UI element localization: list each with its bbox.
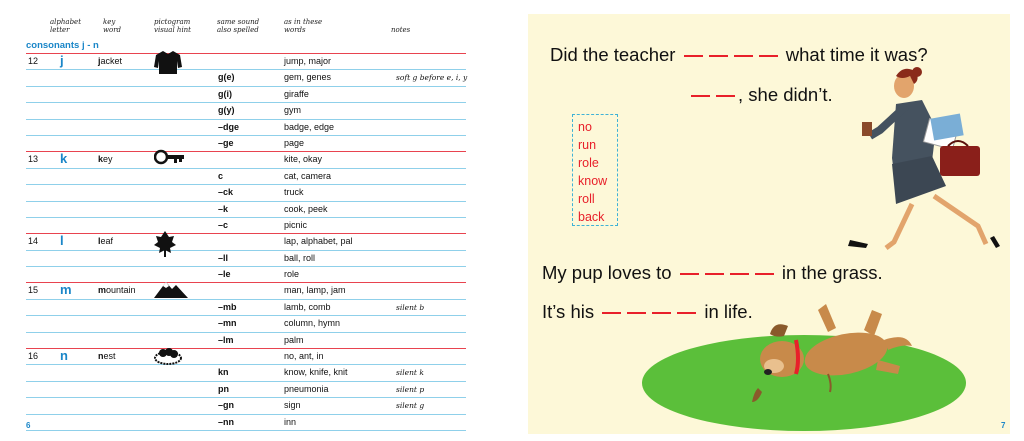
table-row — [26, 398, 466, 414]
question-2 — [688, 84, 833, 106]
example-words: sign — [284, 400, 301, 411]
alternate-spelling: –ll — [218, 252, 229, 263]
table-row — [26, 382, 466, 398]
blank[interactable] — [759, 55, 778, 57]
alphabet-letter: k — [60, 151, 68, 167]
alternate-spelling: –le — [218, 269, 231, 280]
alternate-spelling: –ge — [218, 137, 234, 148]
word-choice[interactable]: no — [578, 120, 592, 134]
alternate-spelling: pn — [218, 383, 229, 394]
question-3-end: in the grass. — [781, 262, 883, 283]
alternate-spelling: –nn — [218, 416, 235, 427]
example-words: ball, roll — [284, 252, 316, 263]
question-1-end: what time it was? — [785, 44, 928, 65]
question-1 — [550, 44, 928, 66]
alternate-spelling: –lm — [218, 334, 234, 345]
word-choice[interactable]: role — [578, 156, 599, 170]
question-1-start: Did the teacher — [550, 44, 676, 65]
note: silent g — [396, 401, 425, 411]
row-number: 13 — [28, 154, 39, 165]
example-words: picnic — [284, 219, 308, 230]
word-choice[interactable]: roll — [578, 192, 595, 206]
blank[interactable] — [734, 55, 753, 57]
blank[interactable] — [730, 273, 749, 275]
table-row — [26, 152, 466, 168]
blank[interactable] — [716, 95, 735, 97]
example-words: column, hymn — [284, 318, 341, 329]
blank[interactable] — [691, 95, 710, 97]
alternate-spelling: g(i) — [218, 88, 232, 99]
question-4 — [542, 301, 753, 323]
page-number-left: 6 — [26, 421, 31, 430]
column-header-as-in: as in these words — [284, 18, 323, 34]
table-row — [26, 333, 466, 349]
table-row — [26, 415, 466, 431]
page-number-right: 7 — [1001, 421, 1006, 430]
table-row — [26, 53, 466, 70]
blank[interactable] — [627, 312, 646, 314]
table-row — [26, 365, 466, 381]
example-words: role — [284, 269, 300, 280]
row-number: 14 — [28, 236, 39, 247]
column-header-same-sound: same sound also spelled — [217, 18, 260, 34]
alternate-spelling: –c — [218, 219, 229, 230]
example-words: pneumonia — [284, 383, 329, 394]
word-choice[interactable]: run — [578, 138, 597, 152]
example-words: gem, genes — [284, 72, 332, 83]
example-words: cat, camera — [284, 170, 332, 181]
alternate-spelling: c — [218, 170, 224, 181]
table-row — [26, 120, 466, 136]
example-words: cook, peek — [284, 203, 328, 214]
example-words: badge, edge — [284, 121, 335, 132]
note: silent b — [396, 302, 425, 312]
alphabet-letter: m — [60, 282, 72, 298]
note: silent p — [396, 384, 425, 394]
section-title: consonants j - n — [26, 40, 99, 51]
row-number: 16 — [28, 351, 39, 362]
table-row — [26, 169, 466, 185]
column-header-pictogram: pictogram visual hint — [154, 18, 191, 34]
blank[interactable] — [677, 312, 696, 314]
row-number: 15 — [28, 285, 39, 296]
teacher-illustration — [848, 67, 1000, 248]
table-row — [26, 267, 466, 283]
grass-mound — [642, 335, 966, 431]
example-words: man, lamp, jam — [284, 285, 346, 296]
alternate-spelling: –ck — [218, 187, 234, 198]
column-header-notes: notes — [391, 26, 411, 34]
key-word: leaf — [98, 236, 114, 247]
word-choice[interactable]: back — [578, 210, 605, 224]
question-4-end: in life. — [704, 301, 753, 322]
table-row — [26, 70, 466, 86]
word-bank — [572, 114, 618, 226]
column-header-key: key word — [103, 18, 122, 34]
table-row — [26, 283, 466, 299]
example-words: giraffe — [284, 88, 309, 99]
alternate-spelling: –gn — [218, 400, 235, 411]
blank[interactable] — [602, 312, 621, 314]
blank[interactable] — [680, 273, 699, 275]
example-words: lap, alphabet, pal — [284, 236, 353, 247]
question-3-start: My pup loves to — [542, 262, 672, 283]
table-row — [26, 87, 466, 103]
alphabet-letter: l — [60, 233, 64, 249]
alternate-spelling: g(e) — [218, 72, 235, 83]
table-row — [26, 251, 466, 267]
alternate-spelling: –mn — [218, 318, 237, 329]
blank[interactable] — [684, 55, 703, 57]
example-words: page — [284, 137, 305, 148]
example-words: inn — [284, 416, 297, 427]
table-row — [26, 218, 466, 234]
table-row — [26, 316, 466, 332]
example-words: know, knife, knit — [284, 367, 348, 378]
example-words: lamb, comb — [284, 301, 331, 312]
note: soft g before e, i, y — [396, 73, 468, 83]
example-words: gym — [284, 105, 302, 116]
table-row — [26, 349, 466, 365]
blank[interactable] — [755, 273, 774, 275]
blank[interactable] — [652, 312, 671, 314]
table-row — [26, 202, 466, 218]
alternate-spelling: –k — [218, 203, 229, 214]
row-number: 12 — [28, 56, 39, 66]
question-2-end: , she didn’t. — [738, 84, 833, 105]
table-row — [26, 185, 466, 201]
table-row — [26, 234, 466, 250]
question-3 — [542, 262, 883, 284]
alternate-spelling: –dge — [218, 121, 240, 132]
example-words: truck — [284, 187, 304, 198]
note: silent k — [396, 368, 424, 378]
key-word: mountain — [98, 285, 136, 296]
word-choice[interactable]: know — [578, 174, 608, 188]
key-word: key — [98, 154, 113, 165]
blank[interactable] — [709, 55, 728, 57]
key-word: nest — [98, 351, 116, 362]
example-words: palm — [284, 334, 304, 345]
table-row — [26, 136, 466, 152]
alternate-spelling: –mb — [218, 301, 237, 312]
table-row — [26, 300, 466, 316]
alphabet-letter: n — [60, 348, 68, 364]
phonics-table — [26, 53, 466, 431]
example-words: no, ant, in — [284, 351, 324, 362]
alphabet-letter: j — [60, 53, 64, 68]
example-words: kite, okay — [284, 154, 323, 165]
column-header-alphabet: alphabet letter — [50, 18, 82, 34]
left-page — [0, 0, 500, 441]
table-row — [26, 103, 466, 119]
alternate-spelling: g(y) — [218, 105, 235, 116]
alternate-spelling: kn — [218, 367, 229, 378]
blank[interactable] — [705, 273, 724, 275]
question-4-start: It’s his — [542, 301, 595, 322]
key-word: jacket — [98, 56, 123, 66]
example-words: jump, major — [284, 56, 332, 66]
